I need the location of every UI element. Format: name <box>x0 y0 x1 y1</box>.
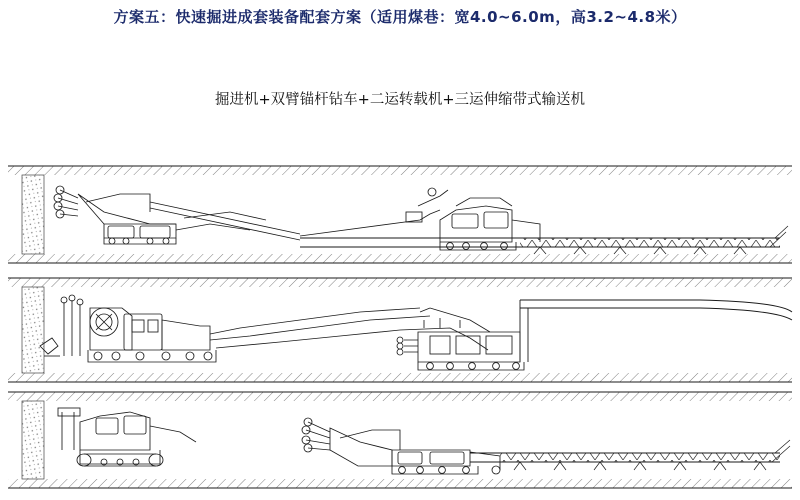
bolter-drill-rig-middle <box>40 295 490 362</box>
tunnel-arch-middle <box>520 300 792 362</box>
roadheader-top <box>300 188 540 250</box>
view-bottom <box>8 392 792 500</box>
belt-conveyor-bottom <box>470 440 790 470</box>
equipment-subtitle: 掘进机+双臂锚杆钻车+二运转载机+三运伸缩带式输送机 <box>215 92 585 108</box>
rock-face-top <box>22 175 44 254</box>
view-top <box>8 166 792 263</box>
transfer-loader-middle <box>397 318 524 370</box>
view-middle <box>8 278 792 382</box>
rock-face-middle <box>22 287 44 373</box>
subtitle-row <box>0 88 800 109</box>
diagram-area <box>0 150 800 500</box>
bolter-drill-rig-top <box>54 186 300 244</box>
title-row <box>0 6 800 27</box>
roof-hatch-top <box>8 166 792 263</box>
rock-face-bottom <box>22 401 44 479</box>
engineering-diagram <box>0 150 800 500</box>
belt-conveyor-top <box>300 226 788 254</box>
roadheader-bottom <box>58 408 196 466</box>
page-title: 方案五：快速掘进成套装备配套方案（适用煤巷：宽4.0~6.0m，高3.2~4.8米） <box>113 8 687 26</box>
